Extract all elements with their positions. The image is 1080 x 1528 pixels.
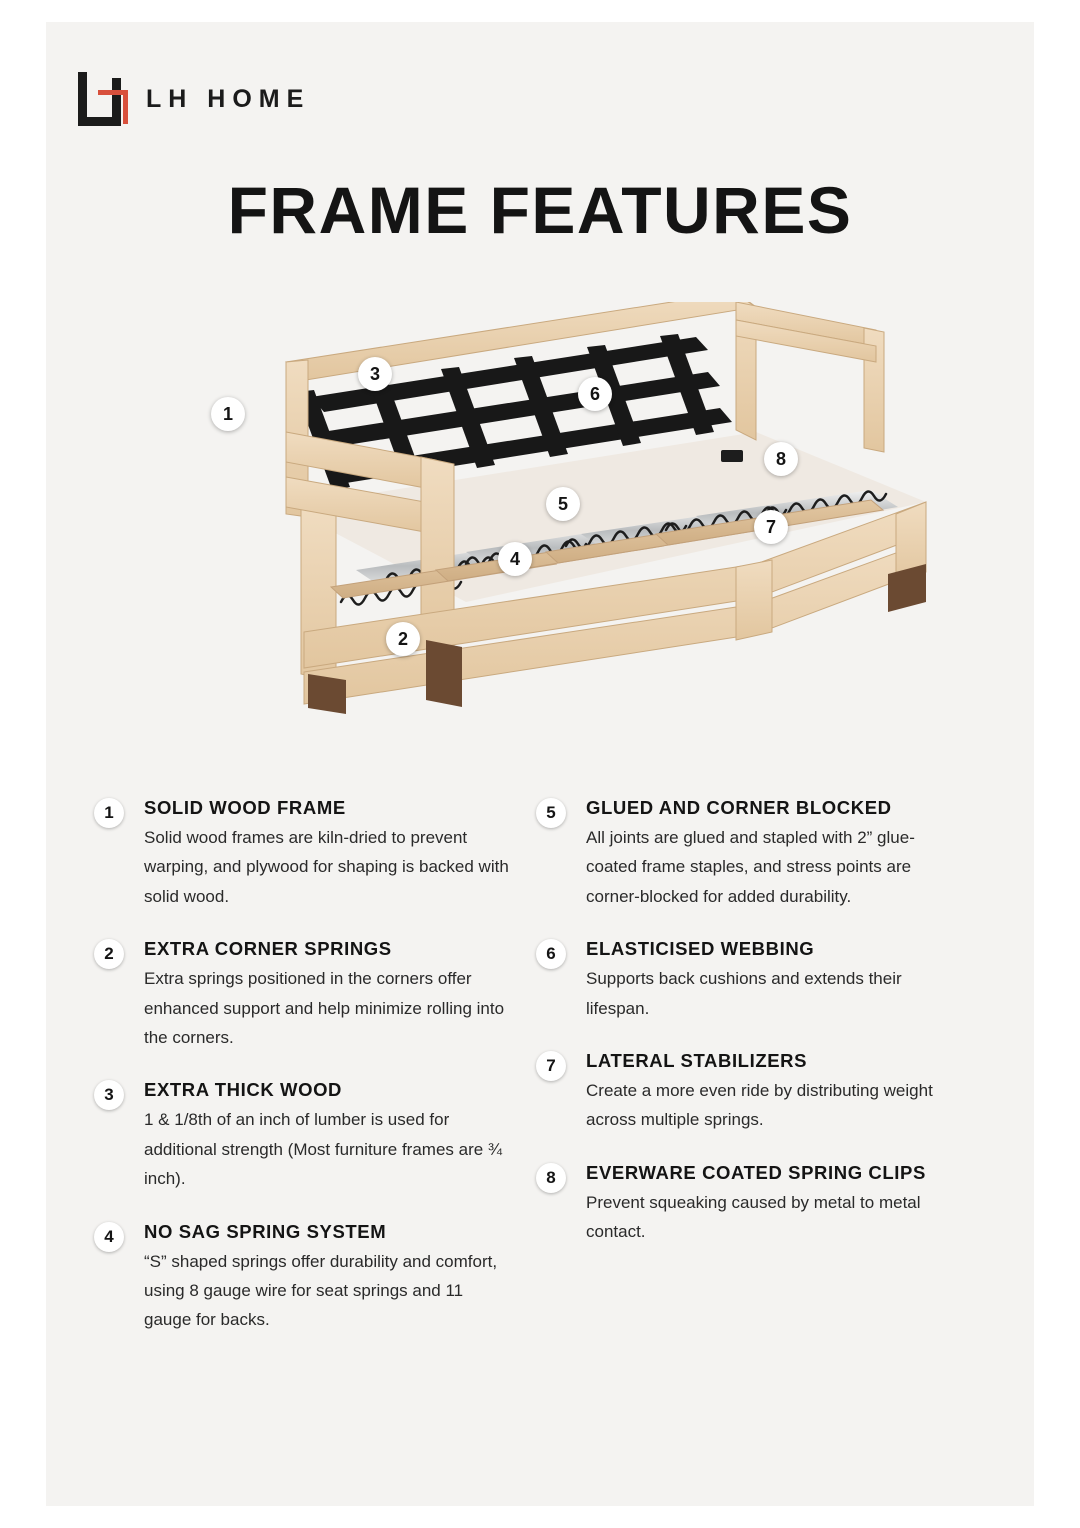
callout-7: 7 [754, 510, 788, 544]
callout-3: 3 [358, 357, 392, 391]
callout-6: 6 [578, 377, 612, 411]
feature-title: SOLID WOOD FRAME [144, 797, 346, 818]
feature-body: Create a more even ride by distributing weight across multiple springs. [586, 1081, 933, 1130]
callout-2: 2 [386, 622, 420, 656]
feature-body: Prevent squeaking caused by metal to metal contact. [586, 1192, 921, 1242]
brand-logo [76, 72, 310, 126]
features-column-left [94, 797, 514, 1362]
feature-item [94, 938, 514, 1052]
feature-number: 1 [94, 798, 124, 828]
callout-5: 5 [546, 487, 580, 521]
callout-4: 4 [498, 542, 532, 576]
feature-number: 2 [94, 939, 124, 969]
feature-title: EXTRA CORNER SPRINGS [144, 938, 392, 960]
callout-8: 8 [764, 442, 798, 476]
feature-body: Supports back cushions and extends their lifespan. [586, 969, 902, 1018]
page-title: FRAME FEATURES [227, 173, 853, 247]
feature-item [536, 1050, 956, 1135]
feature-title: NO SAG SPRING SYSTEM [144, 1220, 387, 1242]
feature-number: 3 [94, 1080, 124, 1110]
frame-illustration [136, 302, 956, 742]
feature-title: EVERWARE COATED SPRING CLIPS [586, 1161, 926, 1183]
feature-body: 1 & 1/8th of an inch of lumber is used for additional strength (Most furniture frames are ¾ inch). [144, 1110, 503, 1189]
feature-body: “S” shaped springs offer durability and comfort, using 8 gauge wire for seat springs and 11 gauge for backs. [144, 1251, 498, 1330]
feature-item [94, 1221, 514, 1335]
feature-number: 8 [536, 1163, 566, 1193]
feature-number: 5 [536, 798, 566, 828]
sofa-frame-diagram [136, 302, 956, 742]
feature-item [94, 1079, 514, 1193]
feature-body: Solid wood frames are kiln-dried to prevent warping, and plywood for shaping is backed with solid wood. [144, 828, 509, 906]
feature-title: EXTRA THICK WOOD [144, 1079, 343, 1101]
feature-item [536, 797, 956, 911]
feature-item [536, 1162, 956, 1247]
lh-monogram-icon [76, 72, 130, 126]
feature-body: Extra springs positioned in the corners offer enhanced support and help minimize rolling into the corners. [144, 969, 505, 1048]
features-column-right [536, 797, 956, 1274]
feature-number: 6 [536, 939, 566, 969]
feature-title: LATERAL STABILIZERS [586, 1050, 808, 1072]
brand-name: LH HOME [146, 84, 311, 113]
feature-number: 7 [536, 1051, 566, 1081]
feature-body: All joints are glued and stapled with 2” glue-coated frame staples, and stress points are corner-blocked for added durability. [586, 828, 915, 906]
feature-number: 4 [94, 1222, 124, 1252]
feature-item [536, 938, 956, 1023]
feature-title: ELASTICISED WEBBING [586, 938, 815, 960]
feature-item [94, 797, 514, 911]
callout-1: 1 [211, 397, 245, 431]
feature-title: GLUED AND CORNER BLOCKED [586, 797, 892, 818]
poster-page [46, 22, 1034, 1506]
